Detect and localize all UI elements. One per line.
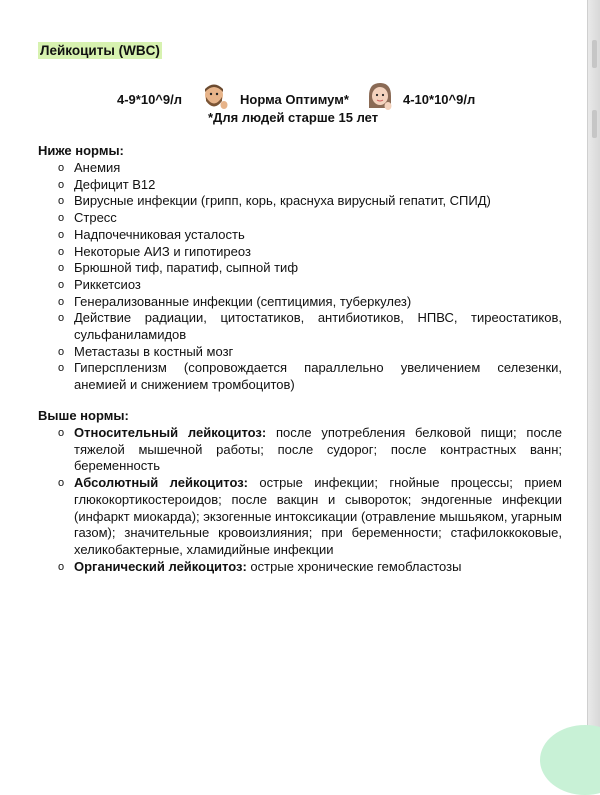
list-item: o Дефицит В12 (58, 176, 156, 192)
list-item: o Метастазы в костный мозг (58, 343, 234, 359)
item-text: острые инфекции; гнойные процессы; прием глюкокортикостероидов; после вакцин и сывороток; эндогенные инфекции (инфаркт миокарда); экзогенные интоксикации (отравление мышьяком, угарным газом); значительные кровоизлияния; при беременности; стафилоккоковые, хеликобактерные, хламидийные инфекции (74, 475, 562, 557)
list-item: o Вирусные инфекции (грипп, корь, краснуха вирусный гепатит, СПИД) (58, 193, 491, 209)
bullet-icon: o (58, 162, 65, 174)
bullet-icon: o (58, 312, 65, 325)
bullet-icon: o (58, 195, 65, 208)
man-emoji-icon (201, 82, 229, 112)
list-item (58, 559, 562, 576)
list-item: o Гиперспленизм (сопровождается параллельно увеличением селезенки, анемией и снижением тромбоцитов) (58, 360, 562, 393)
bullet-icon: o (58, 212, 65, 225)
norm-label: Норма Оптимум* (240, 92, 349, 107)
list-item: o Действие радиации, цитостатиков, антибиотиков, НПВС, тиреостатиков, сульфаниламидов (58, 310, 562, 343)
bullet-icon: o (58, 295, 65, 308)
item-text: после употребления белковой пищи; после тяжелой мышечной работы; после судорог; после контрастных ванн; беременность (74, 425, 562, 474)
bullet-icon: o (58, 427, 65, 439)
woman-emoji-icon (366, 82, 394, 112)
bullet-icon: o (58, 362, 65, 375)
age-note: *Для людей старше 15 лет (208, 110, 379, 125)
norms-row (0, 82, 588, 108)
bullet-icon: o (58, 228, 65, 241)
list-item: o Риккетсиоз (58, 276, 141, 292)
norm-male-value: 4-9*10^9/л (117, 92, 182, 107)
below-norm-list (58, 160, 562, 394)
bullet-icon: o (58, 477, 65, 490)
bullet-icon: o (58, 345, 65, 358)
above-norm-heading: Выше нормы: (38, 408, 129, 423)
list-item: o Стресс (58, 210, 117, 226)
list-item: o Некоторые АИЗ и гипотиреоз (58, 243, 251, 259)
list-item (58, 425, 562, 475)
scroll-marker (592, 110, 597, 138)
norm-female-value: 4-10*10^9/л (403, 92, 476, 107)
item-label: Относительный лейкоцитоз: (74, 425, 267, 440)
corner-decoration (540, 725, 600, 795)
item-text: острые хронические гемобластозы (246, 558, 462, 574)
item-label: Абсолютный лейкоцитоз: (74, 475, 248, 491)
list-item: o Анемия (58, 160, 121, 175)
list-item: o Надпочечниковая усталость (58, 226, 245, 242)
below-norm-heading: Ниже нормы: (38, 143, 124, 158)
list-item: o Генерализованные инфекции (септицимия, туберкулез) (58, 293, 412, 309)
bullet-icon: o (58, 278, 65, 291)
list-item: o Брюшной тиф, паратиф, сыпной тиф (58, 260, 299, 276)
above-norm-list (58, 425, 562, 575)
list-item (58, 475, 562, 559)
page-title: Лейкоциты (WBC) (40, 43, 160, 58)
item-label: Органический лейкоцитоз: (74, 558, 247, 574)
scroll-marker (592, 40, 597, 68)
bullet-icon: o (58, 262, 65, 275)
scrollbar-track[interactable] (587, 0, 600, 755)
bullet-icon: o (58, 560, 65, 573)
bullet-icon: o (58, 245, 65, 258)
bullet-icon: o (58, 178, 65, 191)
